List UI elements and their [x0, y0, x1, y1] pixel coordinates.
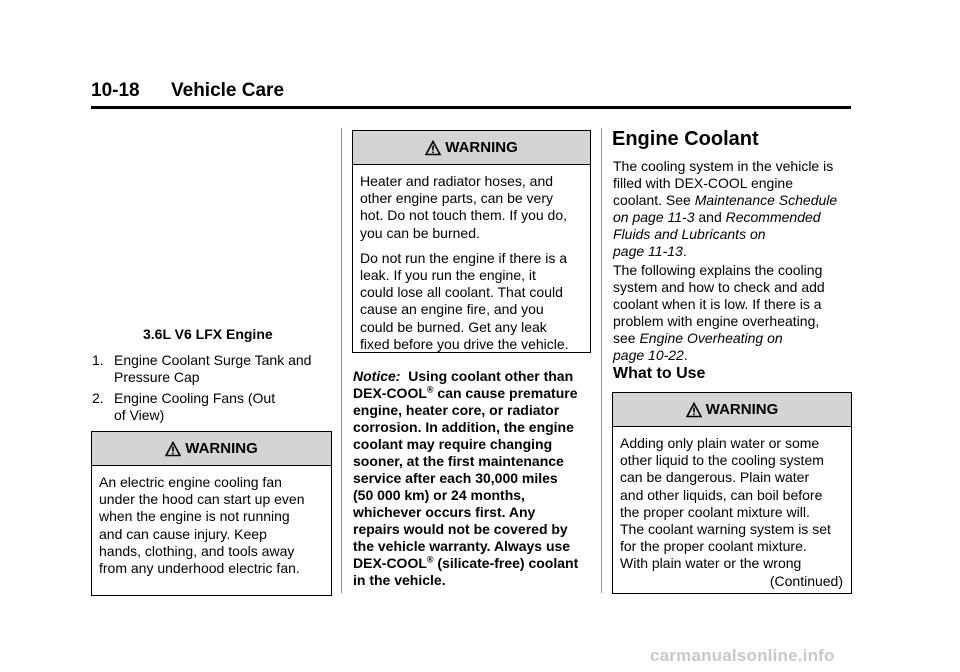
- warning-triangle-icon: [686, 402, 702, 418]
- paragraph-intro: The cooling system in the vehicle is filled with DEX-COOL engine coolant. See Maintenance Schedule on page 11-3 and Recommended Fluids and Lubricants on page 11-13.: [613, 158, 838, 259]
- warning-header: WARNING: [613, 393, 851, 427]
- warning-triangle-icon: [425, 140, 441, 156]
- paragraph-explains: The following explains the cooling system and how to check and add coolant when it is low. If there is a problem with engine overheating, see Engine Overheating on page 10-22.: [613, 262, 825, 363]
- page-number: 10-18: [91, 80, 140, 101]
- heading-engine-coolant: Engine Coolant: [612, 128, 759, 150]
- warning-header: WARNING: [353, 131, 590, 165]
- column-divider-left: [341, 128, 342, 593]
- warning-box-fan: [91, 431, 332, 596]
- column-divider-right: [601, 128, 602, 593]
- page-header: [91, 80, 851, 109]
- warning-box-hoses: [352, 130, 591, 353]
- continued-label: (Continued): [769, 572, 843, 589]
- heading-what-to-use: What to Use: [613, 365, 706, 382]
- notice-paragraph: Notice: Using coolant other than DEX-COOL® can cause premature engine, heater core, or radiator corrosion. In addition, the engine coolant may require changing sooner, at the first maintenance service after each 30,000 miles (50 000 km) or 24 months, whichever occurs first. Any repairs would not be covered by the vehicle warranty. Always use DEX-COOL® (silicate-free) coolant in the vehicle.: [353, 368, 579, 588]
- warning-body: An electric engine cooling fan under the hood can start up even when the engine is not running and can cause injury. Keep hands, clothing, and tools away from any underhood electric fan.: [99, 474, 305, 577]
- watermark: carmanualsonline.info: [650, 646, 835, 665]
- figure-caption: 3.6L V6 LFX Engine: [143, 326, 273, 342]
- link-maintenance-schedule[interactable]: Maintenance Schedule: [694, 192, 838, 208]
- section-title: Vehicle Care: [171, 80, 285, 101]
- link-recommended-fluids[interactable]: Recommended: [725, 209, 821, 225]
- warning-body: Adding only plain water or some other liquid to the cooling system can be dangerous. Plain water and other liquids, can boil before the proper coolant mixture will. The coolant warning system is set for the proper coolant mixture. With plain water or the wrong (Continued): [620, 435, 843, 589]
- link-engine-overheating[interactable]: Engine Overheating on: [639, 330, 783, 346]
- warning-box-water: [612, 392, 852, 594]
- notice-label: Notice:: [353, 368, 401, 384]
- warning-header: WARNING: [92, 432, 331, 466]
- warning-body: Heater and radiator hoses, and other engine parts, can be very hot. Do not touch them. If you do, you can be burned. Do not run the engine if there is a leak. If you run the engine, it could lose all coolant. That could cause an engine fire, and you could be burned. Get any leak fixed before you drive the vehicle.: [360, 173, 569, 352]
- warning-triangle-icon: [165, 441, 181, 457]
